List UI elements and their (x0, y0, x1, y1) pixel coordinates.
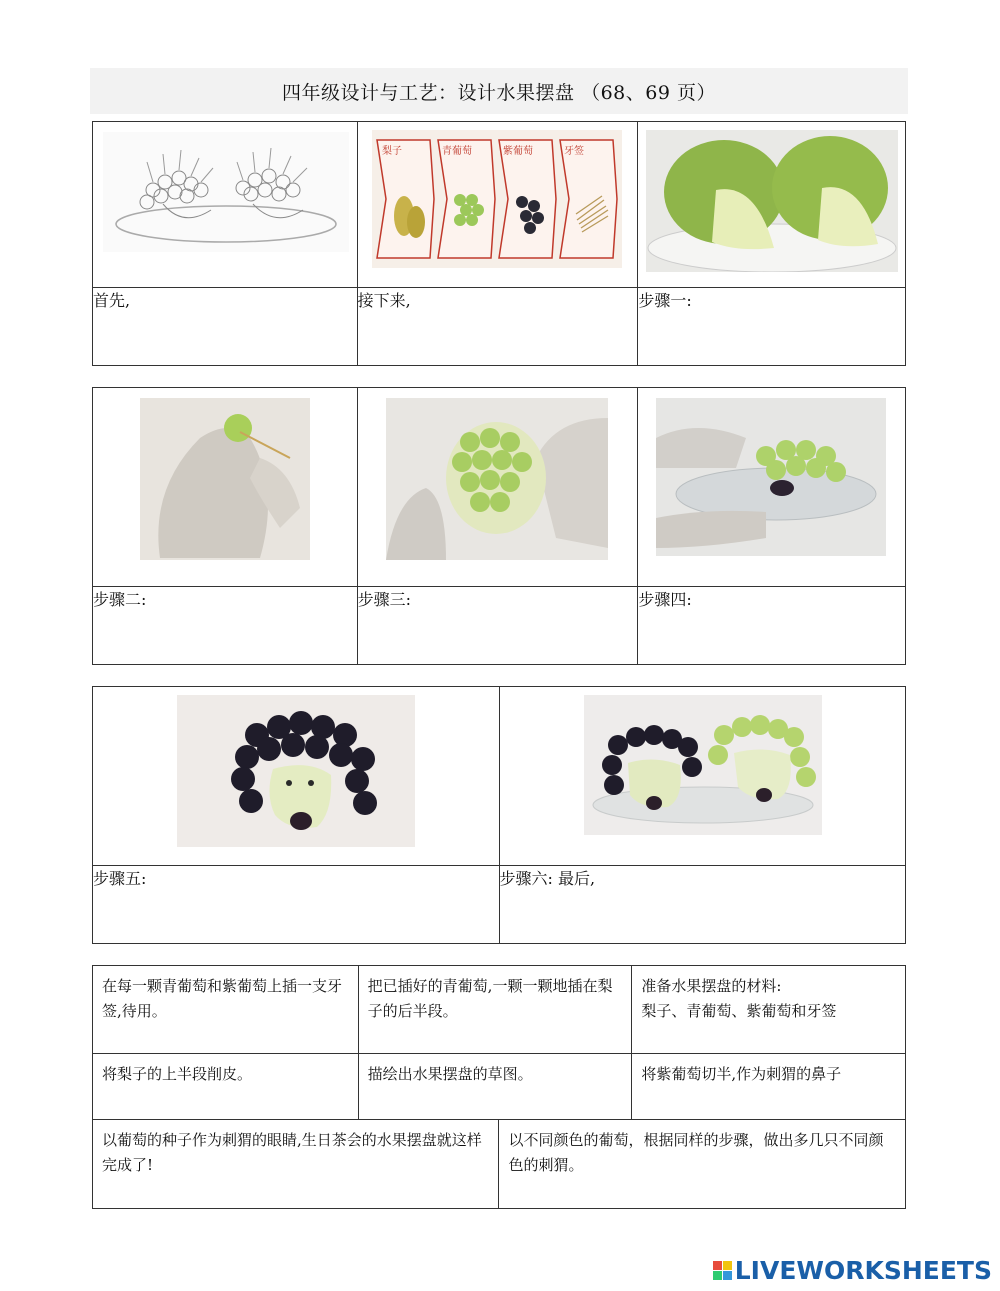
step-5-illustration (177, 695, 415, 847)
options-table-top (92, 965, 906, 1120)
step-2-illustration (140, 398, 310, 560)
option-prepare-materials[interactable]: 准备水果摆盘的材料: 梨子、青葡萄、紫葡萄和牙签 (632, 966, 906, 1054)
caption-step-6: 步骤六: 最后, (499, 866, 906, 944)
option-draw-sketch[interactable]: 描绘出水果摆盘的草图。 (358, 1054, 632, 1120)
liveworksheets-logo (713, 1256, 992, 1285)
caption-step-4: 步骤四: (638, 587, 906, 665)
option-cut-purple-grape[interactable]: 将紫葡萄切半,作为刺猬的鼻子 (632, 1054, 906, 1120)
option-insert-green-grapes[interactable]: 把已插好的青葡萄,一颗一颗地插在梨子的后半段。 (358, 966, 632, 1054)
step-3-illustration (386, 398, 608, 560)
peeled-pear-image-cell (638, 122, 906, 288)
option-grape-seed-eyes[interactable]: 以葡萄的种子作为刺猬的眼睛,生日茶会的水果摆盘就这样完成了! (93, 1120, 499, 1209)
section-1-table (92, 121, 906, 366)
caption-step-5: 步骤五: (93, 866, 500, 944)
step-4-illustration (656, 398, 886, 556)
peeled-pear-illustration (646, 130, 898, 272)
material-label-purple-grape: 紫葡萄 (502, 146, 533, 157)
caption-step-2: 步骤二: (93, 587, 358, 665)
option-peel-pear[interactable]: 将梨子的上半段削皮。 (93, 1054, 359, 1120)
options-table-bottom (92, 1119, 906, 1209)
materials-image-cell (357, 122, 638, 288)
option-insert-toothpicks[interactable]: 在每一颗青葡萄和紫葡萄上插一支牙签,待用。 (93, 966, 359, 1054)
sketch-illustration (103, 132, 349, 252)
caption-step-3: 步骤三: (357, 587, 638, 665)
materials-illustration (372, 130, 622, 268)
liveworksheets-mark-icon (713, 1261, 732, 1280)
section-3-table (92, 686, 906, 944)
brand-name: LIVEWORKSHEETS (734, 1256, 992, 1285)
step-3-image-cell (357, 388, 638, 587)
page-title: 四年级设计与工艺：设计水果摆盘 （68、69 页） (90, 68, 908, 114)
option-different-colors[interactable]: 以不同颜色的葡萄，根据同样的步骤，做出多几只不同颜色的刺猬。 (499, 1120, 906, 1209)
step-4-image-cell (638, 388, 906, 587)
sketch-image-cell (93, 122, 358, 288)
material-label-pear: 梨子 (381, 146, 402, 157)
step-5-image-cell (93, 687, 500, 866)
step-6-image-cell (499, 687, 906, 866)
caption-step-1: 步骤一: (638, 288, 906, 366)
step-2-image-cell (93, 388, 358, 587)
caption-next: 接下来, (357, 288, 638, 366)
step-6-illustration (584, 695, 822, 835)
material-label-toothpick: 牙签 (563, 146, 584, 157)
material-label-green-grape: 青葡萄 (441, 146, 472, 157)
caption-first: 首先, (93, 288, 358, 366)
section-2-table (92, 387, 906, 665)
